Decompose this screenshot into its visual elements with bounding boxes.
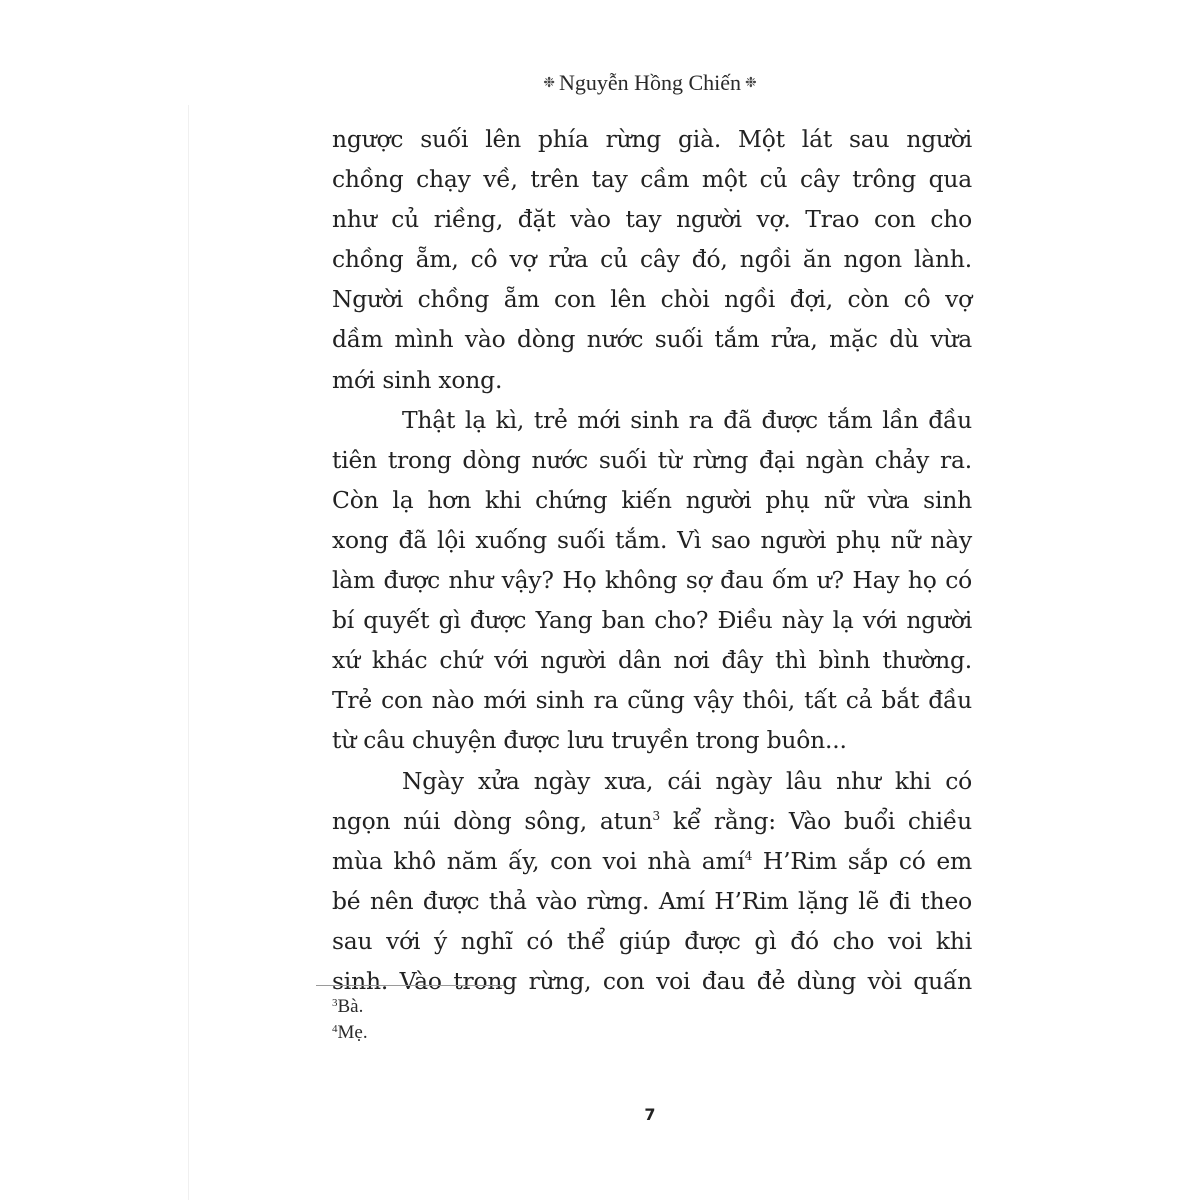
text-line: xứ khác chứ với người dân nơi đây thì bình thường. — [332, 646, 972, 675]
text-line: Thật lạ kì, trẻ mới sinh ra đã được tắm lần đầu — [402, 405, 972, 434]
text-line: Ngày xửa ngày xưa, cái ngày lâu như khi có — [402, 766, 972, 795]
ornament-left-icon: ❉ — [543, 76, 555, 91]
ornament-right-icon: ❉ — [745, 76, 757, 91]
footnote-3 — [332, 994, 368, 1020]
text-line — [332, 801, 972, 841]
footnote-number: 4 — [332, 1023, 338, 1035]
footnotes — [332, 994, 368, 1046]
text-line: sinh. Vào trong rừng, con voi đau đẻ dùng vòi quấn — [332, 966, 972, 995]
body-text — [332, 119, 972, 1001]
text-line: chồng chạy về, trên tay cầm một củ cây trông qua — [332, 165, 972, 194]
footnote-text: Mẹ. — [337, 1022, 368, 1043]
footnote-4 — [332, 1020, 368, 1046]
text-line: Còn lạ hơn khi chứng kiến người phụ nữ vừa sinh — [332, 485, 972, 514]
text-line: xong đã lội xuống suối tắm. Vì sao người phụ nữ này — [332, 525, 972, 554]
page-number: 7 — [644, 1105, 656, 1124]
page-edge — [188, 105, 189, 1200]
text-line: từ câu chuyện được lưu truyền trong buôn... — [332, 726, 847, 755]
footnote-number: 3 — [332, 997, 338, 1009]
text-line: tiên trong dòng nước suối từ rừng đại ngàn chảy ra. — [332, 445, 972, 474]
running-header — [400, 70, 900, 96]
text-line: dầm mình vào dòng nước suối tắm rửa, mặc dù vừa — [332, 325, 972, 354]
text-line: chồng ẵm, cô vợ rửa củ cây đó, ngồi ăn ngon lành. — [332, 245, 972, 274]
footnote-ref-3[interactable]: 3 — [652, 808, 660, 823]
text-line: bí quyết gì được Yang ban cho? Điều này lạ với người — [332, 606, 972, 635]
text-line: như củ riềng, đặt vào tay người vợ. Trao con cho — [332, 205, 972, 234]
text-segment: mùa khô năm ấy, con voi nhà amí — [332, 846, 745, 875]
text-segment: kể rằng: Vào buổi chiều — [659, 806, 972, 835]
text-line: ngược suối lên phía rừng già. Một lát sau người — [332, 125, 972, 153]
text-line: mới sinh xong. — [332, 365, 503, 394]
footnote-ref-4[interactable]: 4 — [744, 848, 753, 863]
text-segment: ngọn núi dòng sông, atun — [332, 806, 653, 835]
text-line: Trẻ con nào mới sinh ra cũng vậy thôi, tất cả bắt đầu — [332, 686, 972, 715]
footnote-text: Bà. — [337, 996, 364, 1017]
text-line: sau với ý nghĩ có thể giúp được gì đó cho voi khi — [332, 926, 972, 955]
text-line: bé nên được thả vào rừng. Amí H’Rim lặng lẽ đi theo — [332, 886, 972, 915]
author-name: Nguyễn Hồng Chiến — [558, 70, 742, 95]
text-segment: H’Rim sắp có em — [752, 846, 972, 875]
text-line: Người chồng ẵm con lên chòi ngồi đợi, còn cô vợ — [332, 285, 972, 314]
text-line — [332, 841, 972, 881]
text-line: làm được như vậy? Họ không sợ đau ốm ư? Hay họ có — [332, 566, 972, 595]
footnote-divider — [316, 985, 504, 986]
